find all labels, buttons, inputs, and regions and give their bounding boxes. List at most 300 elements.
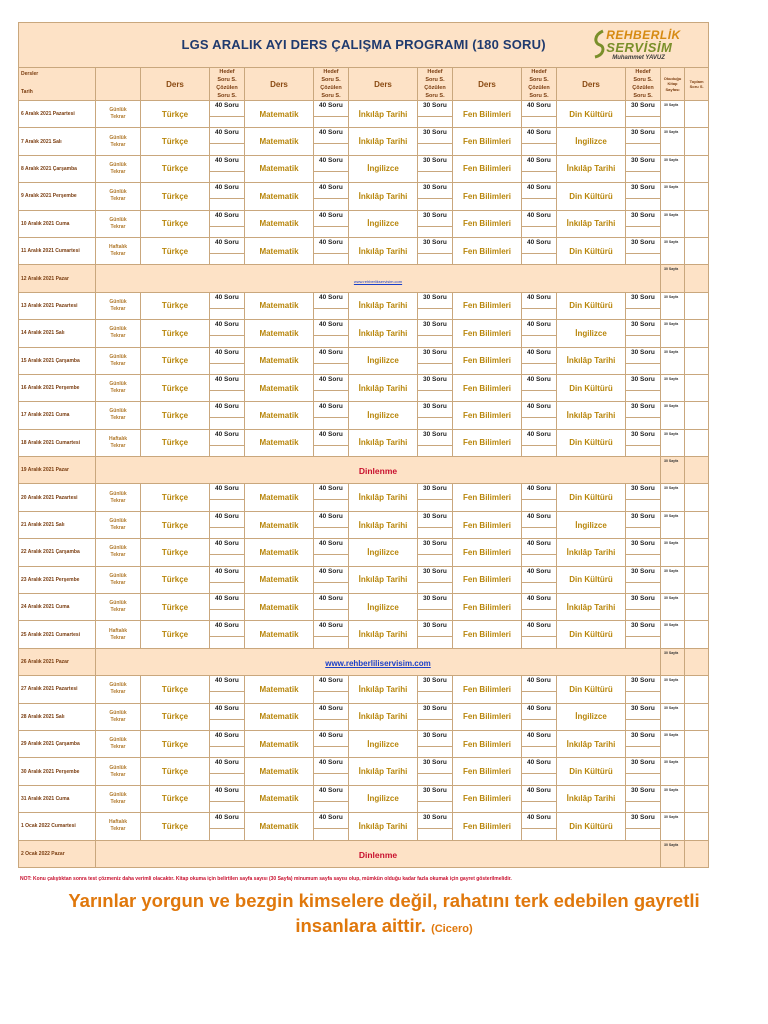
hedef-cell[interactable]	[418, 101, 453, 128]
hedef-cell[interactable]	[314, 594, 349, 621]
solved-divider	[626, 773, 660, 774]
subject-cell: Fen Bilimleri	[453, 621, 522, 648]
table-row	[19, 511, 709, 538]
target-questions: 30 Soru	[631, 485, 655, 493]
tekrar-cell	[96, 676, 141, 703]
hedef-cell[interactable]	[210, 429, 245, 456]
kitap-cell[interactable]	[661, 101, 685, 128]
toplam-cell[interactable]	[685, 457, 709, 484]
hedef-cell[interactable]	[522, 676, 557, 703]
tekrar-cell	[96, 128, 141, 155]
hedef-cell[interactable]	[210, 758, 245, 785]
toplam-cell[interactable]	[685, 730, 709, 757]
website-link[interactable]: www.rehberlikservisim.com	[353, 278, 403, 284]
hedef-cell[interactable]	[314, 511, 349, 538]
hedef-cell[interactable]	[626, 237, 661, 264]
hedef-cell[interactable]	[210, 730, 245, 757]
target-questions: 40 Soru	[527, 485, 551, 493]
solved-divider	[626, 226, 660, 227]
toplam-cell[interactable]	[685, 703, 709, 730]
kitap-cell[interactable]	[661, 785, 685, 812]
date-cell: 15 Aralık 2021 Çarşamba	[19, 347, 96, 374]
hedef-cell[interactable]	[626, 566, 661, 593]
hedef-cell[interactable]	[210, 511, 245, 538]
kitap-cell[interactable]	[661, 539, 685, 566]
toplam-cell[interactable]	[685, 621, 709, 648]
solved-divider	[522, 390, 556, 391]
hedef-cell[interactable]	[418, 292, 453, 319]
hedef-cell[interactable]	[210, 402, 245, 429]
hedef-cell[interactable]	[210, 703, 245, 730]
hedef-cell[interactable]	[626, 374, 661, 401]
hedef-cell[interactable]	[314, 292, 349, 319]
target-questions: 30 Soru	[423, 731, 447, 739]
kitap-cell[interactable]	[661, 676, 685, 703]
solved-divider	[522, 116, 556, 117]
kitap-cell[interactable]	[661, 237, 685, 264]
hedef-cell[interactable]	[314, 101, 349, 128]
hedef-cell[interactable]	[210, 374, 245, 401]
toplam-cell[interactable]	[685, 539, 709, 566]
kitap-cell[interactable]	[661, 374, 685, 401]
hedef-cell[interactable]	[522, 621, 557, 648]
hedef-cell[interactable]	[626, 758, 661, 785]
toplam-cell[interactable]	[685, 101, 709, 128]
target-questions: 30 Soru	[631, 759, 655, 767]
hedef-cell[interactable]	[314, 758, 349, 785]
toplam-cell[interactable]	[685, 292, 709, 319]
kitap-pages: 30 Sayfa	[664, 349, 679, 354]
toplam-cell[interactable]	[685, 594, 709, 621]
target-questions: 40 Soru	[527, 430, 551, 438]
hedef-cell[interactable]	[522, 183, 557, 210]
toplam-cell[interactable]	[685, 237, 709, 264]
hedef-cell[interactable]	[314, 703, 349, 730]
hedef-cell[interactable]	[210, 292, 245, 319]
sunday-content[interactable]	[96, 265, 661, 292]
date-cell: 25 Aralık 2021 Cumartesi	[19, 621, 96, 648]
subject-cell: Fen Bilimleri	[453, 210, 522, 237]
hedef-cell[interactable]	[522, 785, 557, 812]
hedef-cell[interactable]	[522, 101, 557, 128]
solved-divider	[626, 499, 660, 500]
table-row	[19, 566, 709, 593]
hedef-cell[interactable]	[522, 484, 557, 511]
subject-cell: Fen Bilimleri	[453, 511, 522, 538]
hedef-cell[interactable]	[522, 292, 557, 319]
solved-divider	[314, 390, 348, 391]
target-questions: 30 Soru	[423, 238, 447, 246]
target-questions: 30 Soru	[631, 814, 655, 822]
solved-divider	[522, 636, 556, 637]
hedef-cell[interactable]	[314, 676, 349, 703]
kitap-cell[interactable]	[661, 484, 685, 511]
hedef-cell[interactable]	[314, 730, 349, 757]
hedef-cell[interactable]	[626, 813, 661, 840]
kitap-cell[interactable]	[661, 402, 685, 429]
hedef-cell[interactable]	[210, 813, 245, 840]
hedef-cell[interactable]	[418, 813, 453, 840]
header-hedef-line: Soru S.	[321, 77, 341, 83]
target-questions: 30 Soru	[631, 129, 655, 137]
hedef-cell[interactable]	[418, 484, 453, 511]
date-cell: 9 Aralık 2021 Perşembe	[19, 183, 96, 210]
hedef-cell[interactable]	[314, 374, 349, 401]
kitap-cell[interactable]	[661, 183, 685, 210]
sunday-content[interactable]	[96, 648, 661, 675]
toplam-cell[interactable]	[685, 785, 709, 812]
hedef-cell[interactable]	[210, 539, 245, 566]
target-questions: 40 Soru	[215, 293, 239, 301]
kitap-cell[interactable]	[661, 429, 685, 456]
hedef-cell[interactable]	[522, 320, 557, 347]
hedef-cell[interactable]	[626, 539, 661, 566]
kitap-pages: 30 Sayfa	[664, 705, 679, 710]
toplam-cell[interactable]	[685, 128, 709, 155]
hedef-cell[interactable]	[626, 429, 661, 456]
kitap-pages: 30 Sayfa	[664, 596, 679, 601]
solved-divider	[210, 801, 244, 802]
hedef-cell[interactable]	[626, 292, 661, 319]
hedef-cell[interactable]	[418, 621, 453, 648]
kitap-pages: 30 Sayfa	[664, 541, 679, 546]
solved-divider	[418, 499, 452, 500]
subject-cell: Din Kültürü	[557, 374, 626, 401]
hedef-cell[interactable]	[418, 703, 453, 730]
tekrar-line: Tekrar	[110, 634, 126, 641]
solved-divider	[418, 719, 452, 720]
hedef-cell[interactable]	[314, 183, 349, 210]
solved-divider	[314, 335, 348, 336]
subject-cell: İnkılâp Tarihi	[349, 320, 418, 347]
target-questions: 30 Soru	[423, 403, 447, 411]
hedef-cell[interactable]	[210, 128, 245, 155]
target-questions: 40 Soru	[215, 677, 239, 685]
header-ders: Ders	[349, 68, 418, 101]
kitap-cell[interactable]	[661, 594, 685, 621]
hedef-cell[interactable]	[210, 676, 245, 703]
toplam-cell[interactable]	[685, 484, 709, 511]
hedef-cell[interactable]	[314, 402, 349, 429]
subject-cell: Fen Bilimleri	[453, 237, 522, 264]
solved-divider	[210, 582, 244, 583]
hedef-cell[interactable]	[522, 374, 557, 401]
solved-divider	[210, 171, 244, 172]
hedef-cell[interactable]	[522, 347, 557, 374]
hedef-cell[interactable]	[522, 813, 557, 840]
header-hedef-line: Soru S.	[425, 93, 445, 99]
hedef-cell[interactable]	[418, 347, 453, 374]
subject-cell: Matematik	[245, 347, 314, 374]
hedef-cell[interactable]	[418, 374, 453, 401]
subject-cell: Din Kültürü	[557, 183, 626, 210]
hedef-cell[interactable]	[522, 128, 557, 155]
solved-divider	[522, 308, 556, 309]
kitap-cell[interactable]	[661, 347, 685, 374]
hedef-cell[interactable]	[314, 320, 349, 347]
hedef-cell[interactable]	[522, 566, 557, 593]
solved-divider	[418, 773, 452, 774]
hedef-cell[interactable]	[418, 594, 453, 621]
kitap-cell[interactable]	[661, 758, 685, 785]
subject-cell: Fen Bilimleri	[453, 676, 522, 703]
kitap-pages: 30 Sayfa	[664, 513, 679, 518]
hedef-cell[interactable]	[626, 785, 661, 812]
tekrar-line: Haftalık	[108, 627, 128, 634]
subject-cell: Türkçe	[141, 237, 210, 264]
hedef-cell[interactable]	[418, 785, 453, 812]
hedef-cell[interactable]	[626, 128, 661, 155]
date-cell: 17 Aralık 2021 Cuma	[19, 402, 96, 429]
toplam-cell[interactable]	[685, 429, 709, 456]
kitap-cell[interactable]	[661, 703, 685, 730]
hedef-cell[interactable]	[210, 566, 245, 593]
hedef-cell[interactable]	[418, 320, 453, 347]
solved-divider	[522, 253, 556, 254]
hedef-cell[interactable]	[626, 155, 661, 182]
subject-cell: Matematik	[245, 594, 314, 621]
hedef-cell[interactable]	[626, 320, 661, 347]
target-questions: 40 Soru	[319, 293, 343, 301]
hedef-cell[interactable]	[522, 237, 557, 264]
hedef-cell[interactable]	[314, 785, 349, 812]
date-cell: 26 Aralık 2021 Pazar	[19, 648, 96, 675]
kitap-cell[interactable]	[661, 813, 685, 840]
toplam-cell[interactable]	[685, 566, 709, 593]
subject-cell: İnkılâp Tarihi	[557, 539, 626, 566]
hedef-cell[interactable]	[210, 347, 245, 374]
logo-line3: Muhammet YAVUZ	[612, 55, 665, 61]
subject-cell: Türkçe	[141, 128, 210, 155]
solved-divider	[522, 719, 556, 720]
toplam-cell[interactable]	[685, 511, 709, 538]
kitap-cell[interactable]	[661, 155, 685, 182]
hedef-cell[interactable]	[418, 155, 453, 182]
subject-cell: Türkçe	[141, 402, 210, 429]
quote	[0, 888, 768, 942]
target-questions: 40 Soru	[527, 567, 551, 575]
subject-cell: Matematik	[245, 155, 314, 182]
header-hedef	[626, 68, 661, 101]
solved-divider	[314, 308, 348, 309]
hedef-cell[interactable]	[626, 210, 661, 237]
kitap-pages: 30 Sayfa	[664, 623, 679, 628]
subject-cell: İnkılâp Tarihi	[349, 621, 418, 648]
hedef-cell[interactable]	[314, 128, 349, 155]
hedef-cell[interactable]	[418, 676, 453, 703]
hedef-cell[interactable]	[626, 703, 661, 730]
hedef-cell[interactable]	[210, 320, 245, 347]
header-hedef-line: Soru S.	[633, 77, 653, 83]
solved-divider	[314, 691, 348, 692]
table-row	[19, 484, 709, 511]
hedef-cell[interactable]	[522, 539, 557, 566]
hedef-cell[interactable]	[210, 785, 245, 812]
hedef-cell[interactable]	[522, 155, 557, 182]
subject-cell: Matematik	[245, 320, 314, 347]
toplam-cell[interactable]	[685, 320, 709, 347]
hedef-cell[interactable]	[418, 183, 453, 210]
hedef-cell[interactable]	[522, 730, 557, 757]
table-row	[19, 785, 709, 812]
hedef-cell[interactable]	[418, 429, 453, 456]
hedef-cell[interactable]	[626, 594, 661, 621]
table-row	[19, 730, 709, 757]
header-hedef-line: Çözülen	[216, 85, 238, 91]
subject-cell: Din Kültürü	[557, 429, 626, 456]
kitap-cell[interactable]	[661, 648, 685, 675]
toplam-cell[interactable]	[685, 265, 709, 292]
hedef-cell[interactable]	[626, 676, 661, 703]
subject-cell: Matematik	[245, 183, 314, 210]
table-row	[19, 758, 709, 785]
subject-cell: İngilizce	[349, 730, 418, 757]
kitap-cell[interactable]	[661, 730, 685, 757]
quote-line2: insanlara aittir.	[295, 915, 426, 936]
target-questions: 40 Soru	[527, 786, 551, 794]
hedef-cell[interactable]	[522, 210, 557, 237]
header-hedef-line: Hedef	[323, 69, 339, 75]
kitap-cell[interactable]	[661, 265, 685, 292]
hedef-cell[interactable]	[210, 183, 245, 210]
kitap-cell[interactable]	[661, 128, 685, 155]
date-cell: 28 Aralık 2021 Salı	[19, 703, 96, 730]
solved-divider	[626, 636, 660, 637]
solved-divider	[314, 198, 348, 199]
target-questions: 30 Soru	[423, 321, 447, 329]
kitap-cell[interactable]	[661, 292, 685, 319]
subject-cell: İnkılâp Tarihi	[349, 566, 418, 593]
tekrar-line: Günlük	[109, 326, 127, 333]
toplam-cell[interactable]	[685, 758, 709, 785]
header-dersler: Dersler	[21, 71, 39, 77]
tekrar-cell	[96, 183, 141, 210]
subject-cell: Türkçe	[141, 374, 210, 401]
hedef-cell[interactable]	[418, 237, 453, 264]
hedef-cell[interactable]	[314, 347, 349, 374]
table-row	[19, 621, 709, 648]
subject-cell: İngilizce	[557, 128, 626, 155]
toplam-cell[interactable]	[685, 840, 709, 867]
toplam-cell[interactable]	[685, 155, 709, 182]
tekrar-line: Tekrar	[110, 388, 126, 395]
hedef-cell[interactable]	[314, 429, 349, 456]
kitap-pages: 30 Sayfa	[664, 431, 679, 436]
toplam-cell[interactable]	[685, 374, 709, 401]
hedef-cell[interactable]	[418, 758, 453, 785]
hedef-cell[interactable]	[210, 210, 245, 237]
subject-cell: Fen Bilimleri	[453, 128, 522, 155]
tekrar-line: Tekrar	[110, 333, 126, 340]
table-row	[19, 237, 709, 264]
date-cell: 30 Aralık 2021 Perşembe	[19, 758, 96, 785]
hedef-cell[interactable]	[314, 813, 349, 840]
hedef-cell[interactable]	[210, 155, 245, 182]
tekrar-cell	[96, 484, 141, 511]
hedef-cell[interactable]	[210, 594, 245, 621]
hedef-cell[interactable]	[210, 621, 245, 648]
subject-cell: Türkçe	[141, 183, 210, 210]
kitap-cell[interactable]	[661, 457, 685, 484]
subject-cell: Matematik	[245, 101, 314, 128]
kitap-cell[interactable]	[661, 566, 685, 593]
hedef-cell[interactable]	[418, 402, 453, 429]
hedef-cell[interactable]	[626, 402, 661, 429]
tekrar-line: Tekrar	[110, 771, 126, 778]
target-questions: 40 Soru	[527, 238, 551, 246]
hedef-cell[interactable]	[522, 511, 557, 538]
hedef-cell[interactable]	[626, 484, 661, 511]
tekrar-cell	[96, 813, 141, 840]
subject-cell: Matematik	[245, 730, 314, 757]
kitap-cell[interactable]	[661, 210, 685, 237]
toplam-cell[interactable]	[685, 676, 709, 703]
kitap-cell[interactable]	[661, 840, 685, 867]
hedef-cell[interactable]	[418, 730, 453, 757]
subject-cell: Din Kültürü	[557, 237, 626, 264]
hedef-cell[interactable]	[210, 101, 245, 128]
hedef-cell[interactable]	[626, 621, 661, 648]
hedef-cell[interactable]	[522, 402, 557, 429]
toplam-cell[interactable]	[685, 183, 709, 210]
hedef-cell[interactable]	[418, 210, 453, 237]
hedef-cell[interactable]	[626, 511, 661, 538]
kitap-cell[interactable]	[661, 320, 685, 347]
subject-cell: Fen Bilimleri	[453, 183, 522, 210]
toplam-cell[interactable]	[685, 402, 709, 429]
hedef-cell[interactable]	[626, 347, 661, 374]
toplam-cell[interactable]	[685, 210, 709, 237]
hedef-cell[interactable]	[522, 703, 557, 730]
hedef-cell[interactable]	[314, 539, 349, 566]
hedef-cell[interactable]	[210, 237, 245, 264]
hedef-cell[interactable]	[314, 484, 349, 511]
target-questions: 40 Soru	[215, 430, 239, 438]
hedef-cell[interactable]	[314, 566, 349, 593]
toplam-cell[interactable]	[685, 347, 709, 374]
kitap-cell[interactable]	[661, 621, 685, 648]
hedef-cell[interactable]	[314, 155, 349, 182]
hedef-cell[interactable]	[314, 210, 349, 237]
tekrar-line: Tekrar	[110, 196, 126, 203]
subject-cell: Türkçe	[141, 813, 210, 840]
hedef-cell[interactable]	[418, 539, 453, 566]
hedef-cell[interactable]	[626, 183, 661, 210]
hedef-cell[interactable]	[522, 758, 557, 785]
solved-divider	[314, 116, 348, 117]
website-link[interactable]: www.rehberliliservisim.com	[325, 659, 431, 668]
target-questions: 30 Soru	[631, 731, 655, 739]
hedef-cell[interactable]	[626, 730, 661, 757]
hedef-cell[interactable]	[314, 621, 349, 648]
hedef-cell[interactable]	[210, 484, 245, 511]
hedef-cell[interactable]	[314, 237, 349, 264]
toplam-cell[interactable]	[685, 813, 709, 840]
solved-divider	[522, 417, 556, 418]
kitap-cell[interactable]	[661, 511, 685, 538]
hedef-cell[interactable]	[522, 594, 557, 621]
tekrar-line: Tekrar	[110, 826, 126, 833]
hedef-cell[interactable]	[626, 101, 661, 128]
hedef-cell[interactable]	[418, 128, 453, 155]
solved-divider	[314, 253, 348, 254]
toplam-cell[interactable]	[685, 648, 709, 675]
hedef-cell[interactable]	[418, 566, 453, 593]
sunday-row	[19, 648, 709, 675]
hedef-cell[interactable]	[418, 511, 453, 538]
hedef-cell[interactable]	[522, 429, 557, 456]
header-ders: Ders	[141, 68, 210, 101]
